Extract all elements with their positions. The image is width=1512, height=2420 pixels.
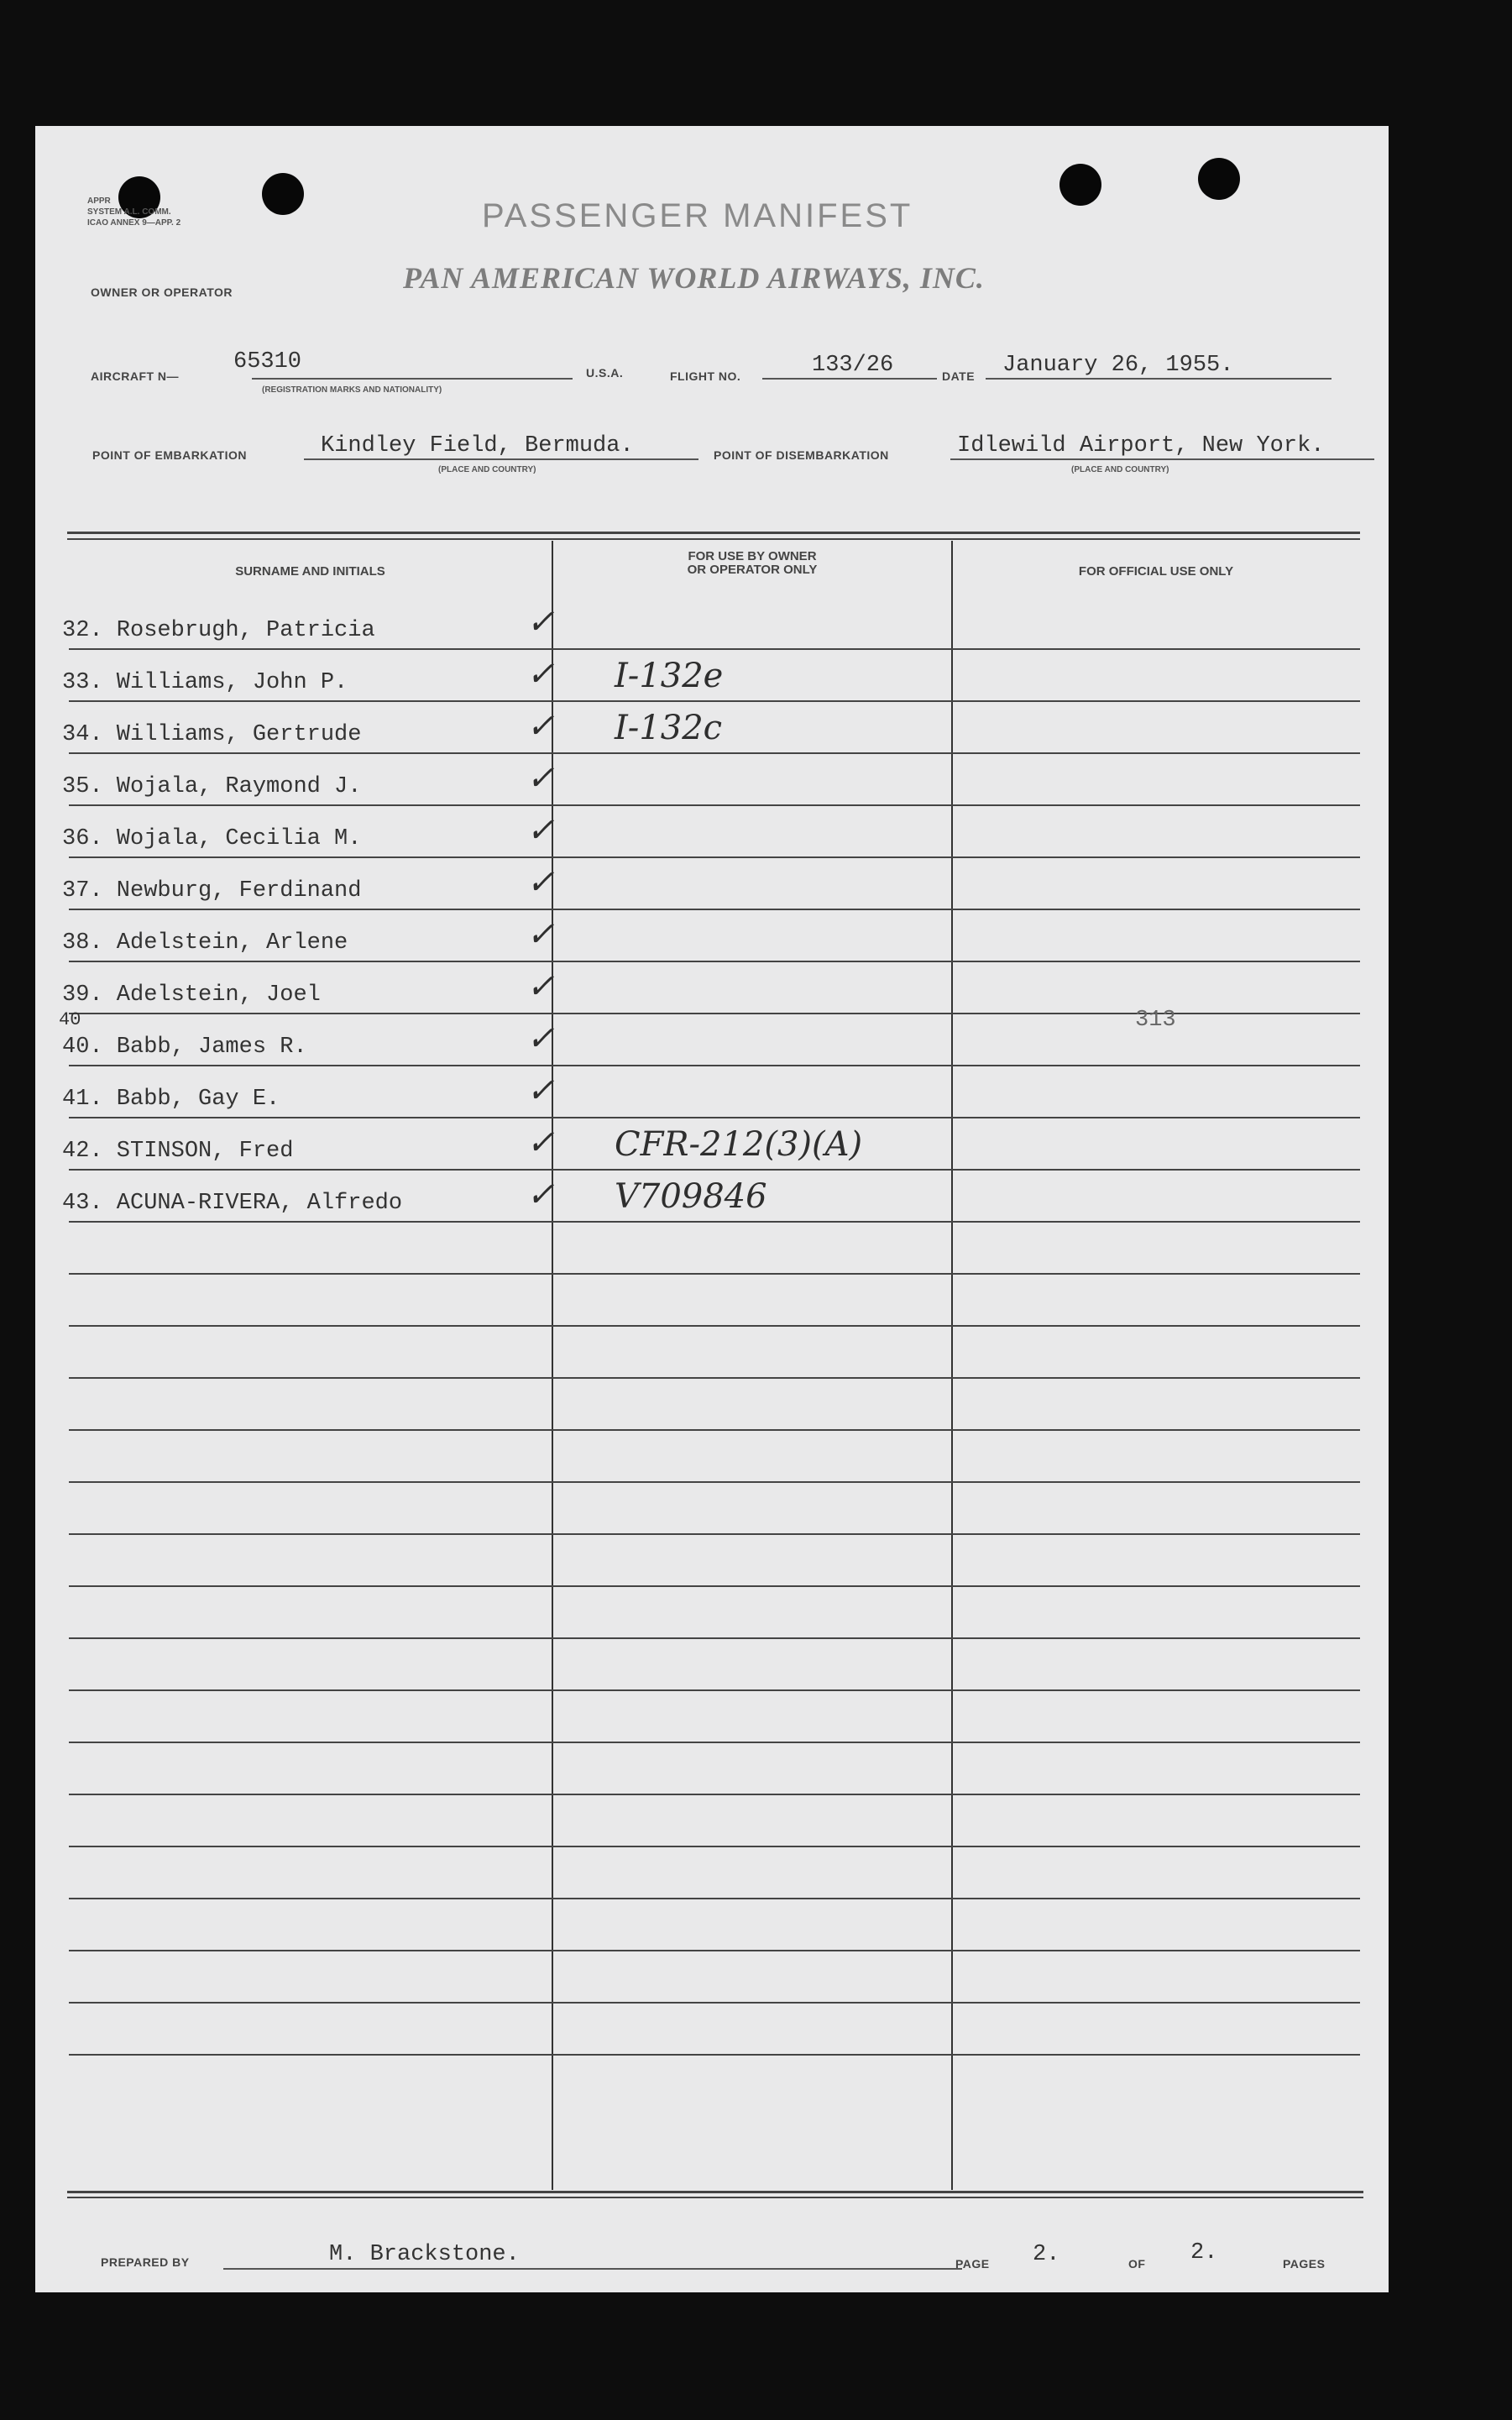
row-rule (69, 1481, 1360, 1483)
row-rule (69, 1585, 1360, 1587)
row-rule (69, 1533, 1360, 1535)
passenger-name: 39. Adelstein, Joel (62, 982, 321, 1008)
check-mark-icon: ✓ (526, 759, 555, 798)
pages-label: PAGES (1283, 2257, 1326, 2271)
punch-hole (1059, 164, 1101, 206)
row-rule (69, 1637, 1360, 1639)
embark-note: (PLACE AND COUNTRY) (438, 465, 536, 474)
row-rule (69, 1377, 1360, 1379)
check-mark-icon: ✓ (526, 707, 555, 746)
row-rule (69, 856, 1360, 858)
official-note: 313 (1135, 1008, 1176, 1033)
row-rule (69, 1846, 1360, 1847)
check-mark-icon: ✓ (526, 811, 555, 850)
row-rule (69, 1742, 1360, 1743)
check-mark-icon: ✓ (526, 1124, 555, 1162)
passenger-name: 32. Rosebrugh, Patricia (62, 618, 375, 643)
manifest-title: PASSENGER MANIFEST (482, 197, 913, 234)
row-rule (69, 1065, 1360, 1066)
flight-label: FLIGHT NO. (670, 369, 741, 383)
passenger-name: 37. Newburg, Ferdinand (62, 878, 362, 904)
page-value: 2. (1033, 2242, 1060, 2267)
date-value: January 26, 1955. (1002, 353, 1234, 378)
operator-note: I-132e (615, 657, 724, 695)
row-rule (69, 1273, 1360, 1275)
of-value: 2. (1190, 2240, 1218, 2265)
row-rule (69, 1950, 1360, 1951)
row-rule (69, 909, 1360, 910)
operator-note: I-132c (615, 709, 723, 747)
row-rule (69, 2002, 1360, 2004)
prepared-value: M. Brackstone. (329, 2242, 520, 2267)
owner-label: OWNER OR OPERATOR (91, 285, 233, 299)
disembark-note: (PLACE AND COUNTRY) (1071, 465, 1169, 474)
passenger-name: 43. ACUNA-RIVERA, Alfredo (62, 1191, 403, 1216)
passenger-name: 34. Williams, Gertrude (62, 722, 362, 747)
row-rule (69, 1325, 1360, 1327)
row-rule (69, 648, 1360, 650)
row-rule (69, 1689, 1360, 1691)
check-mark-icon: ✓ (526, 603, 555, 642)
row-rule (69, 1429, 1360, 1431)
of-label: OF (1128, 2257, 1146, 2271)
approval-line: SYSTEM A.L. COMM. (87, 207, 171, 217)
row-rule (69, 2054, 1360, 2056)
operator-note: V709846 (615, 1177, 767, 1216)
prepared-label: PREPARED BY (101, 2255, 190, 2269)
row-rule (69, 752, 1360, 754)
aircraft-value: 65310 (233, 349, 302, 375)
registration-note: (REGISTRATION MARKS AND NATIONALITY) (262, 385, 442, 395)
check-mark-icon: ✓ (526, 655, 555, 694)
side-note: 40 (59, 1009, 81, 1030)
passenger-name: 41. Babb, Gay E. (62, 1087, 280, 1112)
row-rule (69, 1117, 1360, 1118)
passenger-name: 35. Wojala, Raymond J. (62, 774, 362, 799)
check-mark-icon: ✓ (526, 1019, 555, 1058)
check-mark-icon: ✓ (526, 863, 555, 902)
row-rule (69, 1794, 1360, 1795)
usa-label: U.S.A. (586, 366, 624, 380)
page-label: PAGE (955, 2257, 990, 2271)
punch-hole (1198, 158, 1240, 200)
passenger-name: 38. Adelstein, Arlene (62, 930, 348, 956)
check-mark-icon: ✓ (526, 1176, 555, 1214)
row-rule (69, 1898, 1360, 1899)
aircraft-label: AIRCRAFT N— (91, 369, 180, 383)
passenger-name: 40. Babb, James R. (62, 1035, 307, 1060)
date-label: DATE (942, 369, 976, 383)
approval-line: APPR (87, 196, 111, 206)
operator-note: CFR-212(3)(A) (615, 1125, 863, 1164)
col-header-official: FOR OFFICIAL USE ONLY (1078, 564, 1234, 579)
passenger-name: 33. Williams, John P. (62, 670, 348, 695)
row-rule (69, 804, 1360, 806)
row-rule (69, 700, 1360, 702)
check-mark-icon: ✓ (526, 967, 555, 1006)
col-header-surname: SURNAME AND INITIALS (235, 564, 385, 579)
embark-label: POINT OF EMBARKATION (92, 448, 247, 462)
disembark-value: Idlewild Airport, New York. (957, 433, 1325, 458)
punch-hole (262, 173, 304, 215)
owner-name: PAN AMERICAN WORLD AIRWAYS, INC. (403, 261, 985, 295)
passenger-name: 36. Wojala, Cecilia M. (62, 826, 362, 851)
row-rule (69, 1169, 1360, 1171)
col-header-operator: FOR USE BY OWNER OR OPERATOR ONLY (687, 549, 818, 577)
disembark-label: POINT OF DISEMBARKATION (714, 448, 889, 462)
manifest-sheet (35, 126, 1389, 2292)
embark-value: Kindley Field, Bermuda. (321, 433, 634, 458)
approval-line: ICAO ANNEX 9—APP. 2 (87, 218, 181, 228)
flight-value: 133/26 (812, 353, 894, 378)
row-rule (69, 961, 1360, 962)
check-mark-icon: ✓ (526, 1071, 555, 1110)
passenger-name: 42. STINSON, Fred (62, 1139, 294, 1164)
row-rule (69, 1221, 1360, 1223)
check-mark-icon: ✓ (526, 915, 555, 954)
